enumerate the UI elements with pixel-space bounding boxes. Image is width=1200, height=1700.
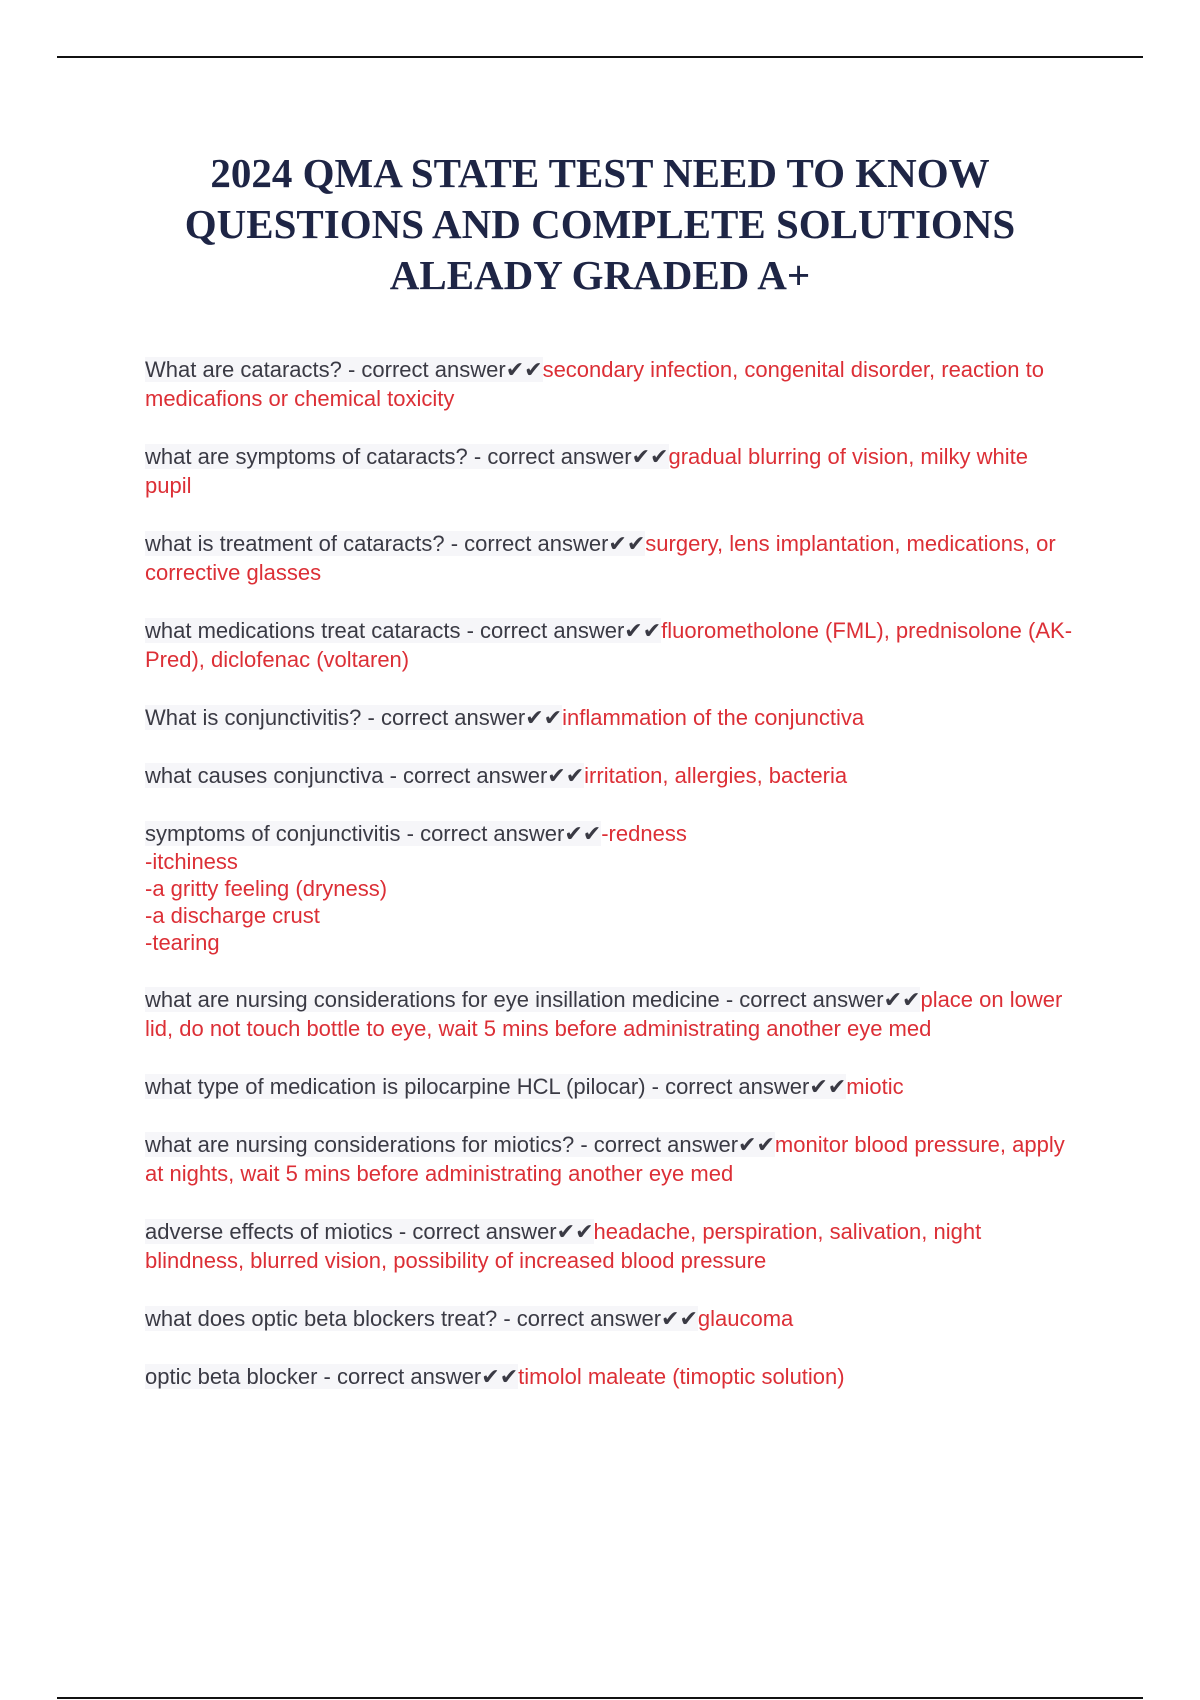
page-title bbox=[100, 148, 1100, 301]
qa-item bbox=[145, 529, 1080, 587]
answer-text: surgery, lens implantation, medications, or corrective glasses bbox=[145, 531, 1056, 585]
question-text: what are symptoms of cataracts? - correct answer bbox=[145, 444, 632, 469]
qa-item bbox=[145, 819, 1080, 956]
check-mark-icon: ✔✔ bbox=[883, 987, 921, 1012]
qa-item bbox=[145, 616, 1080, 674]
qa-item bbox=[145, 1130, 1080, 1188]
question-text: what medications treat cataracts - correct answer bbox=[145, 618, 625, 643]
answer-line: -tearing bbox=[145, 930, 220, 955]
check-mark-icon: ✔✔ bbox=[525, 705, 563, 730]
question-text: what are nursing considerations for eye insillation medicine - correct answer bbox=[145, 987, 884, 1012]
answer-text: timolol maleate (timoptic solution) bbox=[518, 1364, 845, 1389]
qa-item bbox=[145, 985, 1080, 1043]
answer-text: glaucoma bbox=[697, 1306, 794, 1331]
answer-text: miotic bbox=[846, 1074, 904, 1099]
check-mark-icon: ✔✔ bbox=[624, 618, 662, 643]
qa-item bbox=[145, 1362, 1080, 1391]
question-text: what are nursing considerations for miotics? - correct answer bbox=[145, 1132, 739, 1157]
answer-line: -a gritty feeling (dryness) bbox=[145, 876, 388, 901]
check-mark-icon: ✔✔ bbox=[608, 531, 646, 556]
question-text: what is treatment of cataracts? - correct answer bbox=[145, 531, 609, 556]
qa-item bbox=[145, 1304, 1080, 1333]
title-line: ALEADY GRADED A+ bbox=[389, 252, 811, 298]
question-text: optic beta blocker - correct answer bbox=[145, 1364, 482, 1389]
question-text: adverse effects of miotics - correct answer bbox=[145, 1219, 557, 1244]
answer-text: irritation, allergies, bacteria bbox=[584, 763, 848, 788]
check-mark-icon: ✔✔ bbox=[547, 763, 585, 788]
answer-text: gradual blurring of vision, milky white pupil bbox=[145, 444, 1028, 498]
answer-text: headache, perspiration, salivation, night blindness, blurred vision, possibility of increased blood pressure bbox=[145, 1219, 982, 1273]
check-mark-icon: ✔✔ bbox=[809, 1074, 847, 1099]
question-text: what type of medication is pilocarpine HCL (pilocar) - correct answer bbox=[145, 1074, 810, 1099]
qa-list bbox=[145, 355, 1080, 1420]
title-line: 2024 QMA STATE TEST NEED TO KNOW bbox=[210, 150, 990, 196]
bottom-rule bbox=[57, 1697, 1143, 1699]
answer-line: -itchiness bbox=[145, 849, 238, 874]
answer-text: monitor blood pressure, apply at nights, wait 5 mins before administrating another eye med bbox=[145, 1132, 1065, 1186]
top-rule bbox=[57, 56, 1143, 58]
check-mark-icon: ✔✔ bbox=[505, 357, 543, 382]
answer-line: -redness bbox=[601, 821, 687, 846]
question-text: what does optic beta blockers treat? - correct answer bbox=[145, 1306, 662, 1331]
qa-item bbox=[145, 1072, 1080, 1101]
question-text: what causes conjunctiva - correct answer bbox=[145, 763, 548, 788]
check-mark-icon: ✔✔ bbox=[556, 1219, 594, 1244]
check-mark-icon: ✔✔ bbox=[564, 821, 602, 846]
answer-text: secondary infection, congenital disorder, reaction to medicafions or chemical toxicity bbox=[145, 357, 1044, 411]
answer-text: place on lower lid, do not touch bottle to eye, wait 5 mins before administrating another eye med bbox=[145, 987, 1063, 1041]
title-line: QUESTIONS AND COMPLETE SOLUTIONS bbox=[184, 201, 1016, 247]
qa-item bbox=[145, 703, 1080, 732]
check-mark-icon: ✔✔ bbox=[631, 444, 669, 469]
question-text: symptoms of conjunctivitis - correct answer bbox=[145, 821, 565, 846]
answer-text: inflammation of the conjunctiva bbox=[562, 705, 865, 730]
check-mark-icon: ✔✔ bbox=[661, 1306, 698, 1331]
answer-text: fluorometholone (FML), prednisolone (AK-Pred), diclofenac (voltaren) bbox=[145, 618, 1073, 672]
check-mark-icon: ✔✔ bbox=[481, 1364, 519, 1389]
answer-line: -a discharge crust bbox=[145, 903, 320, 928]
question-text: What are cataracts? - correct answer bbox=[145, 357, 506, 382]
qa-item bbox=[145, 761, 1080, 790]
check-mark-icon: ✔✔ bbox=[738, 1132, 775, 1157]
qa-item bbox=[145, 1217, 1080, 1275]
qa-item bbox=[145, 355, 1080, 413]
question-text: What is conjunctivitis? - correct answer bbox=[145, 705, 526, 730]
qa-item bbox=[145, 442, 1080, 500]
